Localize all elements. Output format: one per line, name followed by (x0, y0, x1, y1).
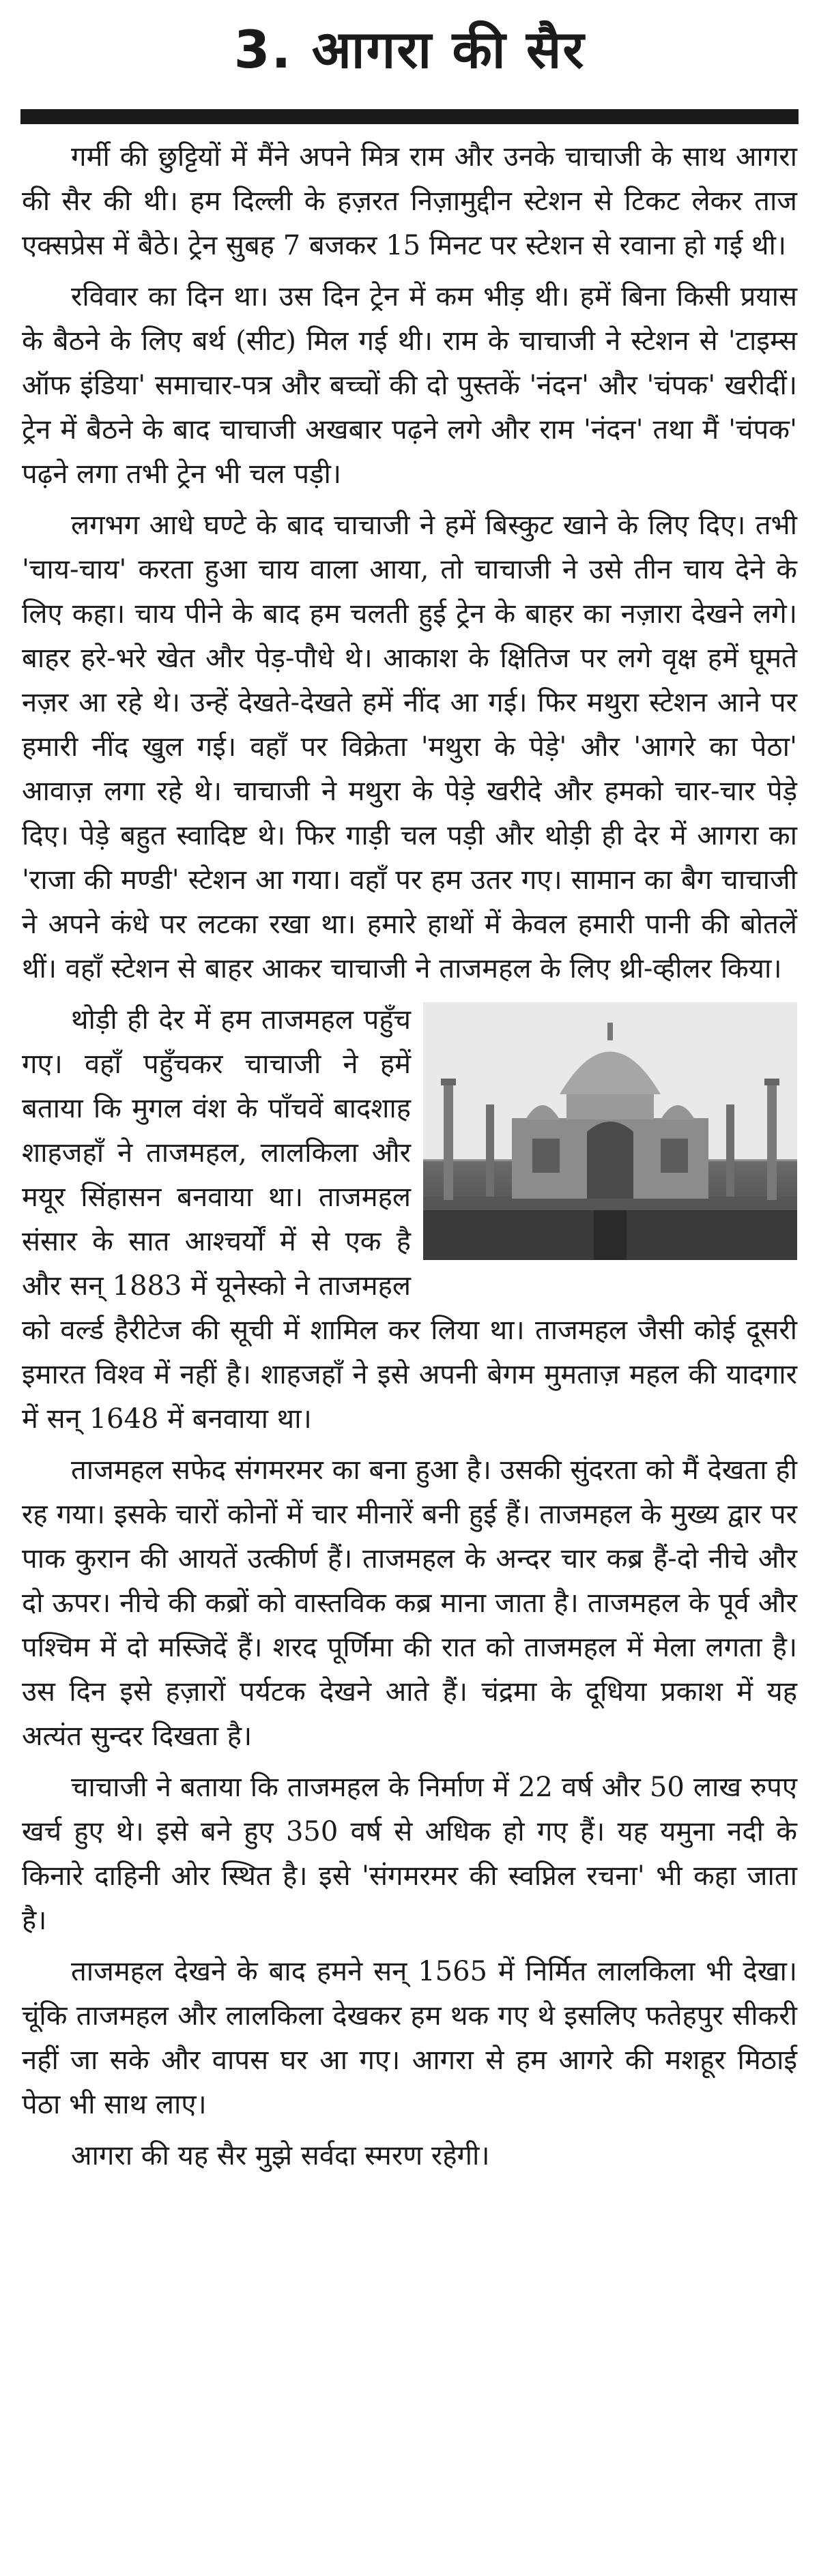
title-rule (20, 109, 799, 124)
taj-mahal-illustration (423, 1002, 797, 1260)
paragraph-5: ताजमहल सफेद संगमरमर का बना हुआ है। उसकी सुंदरता को मैं देखता ही रह गया। इसके चारों कोनों में चार मीनारें बनी हुई हैं। ताजमहल के मुख्य द्वार पर पाक कुरान की आयतें उत्कीर्ण हैं। ताजमहल के अन्दर चार कब्र हैं-दो नीचे और दो ऊपर। नीचे की कब्रों को वास्तविक कब्र माना जाता है। ताजमहल के पूर्व और पश्चिम में दो मस्जिदें हैं। शरद पूर्णिमा की रात को ताजमहल में मेला लगता है। उस दिन इसे हज़ारों पर्यटक देखने आते हैं। चंद्रमा के दूधिया प्रकाश में यह अत्यंत सुन्दर दिखता है। (22, 1454, 797, 1752)
paragraph-6: चाचाजी ने बताया कि ताजमहल के निर्माण में 22 वर्ष और 50 लाख रुपए खर्च हुए थे। इसे बने हुए 350 वर्ष से अधिक हो गए हैं। यह यमुना नदी के किनारे दाहिनी ओर स्थित है। इसे 'संगमरमर की स्वप्निल रचना' भी कहा जाता है। (22, 1772, 797, 1936)
paragraph-3: लगभग आधे घण्टे के बाद चाचाजी ने हमें बिस्कुट खाने के लिए दिए। तभी 'चाय-चाय' करता हुआ चाय वाला आया, तो चाचाजी ने उसे तीन चाय देने के लिए कहा। चाय पीने के बाद हम चलती हुई ट्रेन के बाहर का नज़ारा देखने लगे। बाहर हरे-भरे खेत और पेड़-पौधे थे। आकाश के क्षितिज पर लगे वृक्ष हमें घूमते नज़र आ रहे थे। उन्हें देखते-देखते हमें नींद आ गई। फिर मथुरा स्टेशन आने पर हमारी नींद खुल गई। वहाँ पर विक्रेता 'मथुरा के पेड़े' और 'आगरे का पेठा' आवाज़ लगा रहे थे। चाचाजी ने मथुरा के पेड़े खरीदे और हमको चार-चार पेड़े दिए। पेड़े बहुत स्वादिष्ट थे। फिर गाड़ी चल पड़ी और थोड़ी ही देर में आगरा का 'राजा की मण्डी' स्टेशन आ गया। वहाँ पर हम उतर गए। सामान का बैग चाचाजी ने अपने कंधे पर लटका रखा था। हमारे हाथों में केवल हमारी पानी की बोतलें थीं। वहाँ स्टेशन से बाहर आकर चाचाजी ने ताजमहल के लिए थ्री-व्हीलर किया। (22, 510, 797, 984)
paragraph-4: थोड़ी ही देर में हम ताजमहल पहुँच गए। वहाँ पहुँचकर चाचाजी ने हमें बताया कि मुगल वंश के पाँचवें बादशाह शाहजहाँ ने ताजमहल, लालकिला और मयूर सिंहासन बनवाया था। ताजमहल संसार के सात आश्चर्यों में से एक है और सन् 1883 में यूनेस्को ने ताजमहल को वर्ल्ड हैरीटेज की सूची में शामिल कर लिया था। ताजमहल जैसी कोई दूसरी इमारत विश्व में नहीं है। शाहजहाँ ने इसे अपनी बेगम मुमताज़ महल की यादगार में सन् 1648 में बनवाया था। (22, 1004, 797, 1435)
paragraph-1: गर्मी की छुट्टियों में मैंने अपने मित्र राम और उनके चाचाजी के साथ आगरा की सैर की थी। हम दिल्ली के हज़रत निज़ामुद्दीन स्टेशन से टिकट लेकर ताज एक्सप्रेस में बैठे। ट्रेन सुबह 7 बजकर 15 मिनट पर स्टेशन से रवाना हो गई थी। (22, 141, 797, 261)
paragraph-2: रविवार का दिन था। उस दिन ट्रेन में कम भीड़ थी। हमें बिना किसी प्रयास के बैठने के लिए बर्थ (सीट) मिल गई थी। राम के चाचाजी ने स्टेशन से 'टाइम्स ऑफ इंडिया' समाचार-पत्र और बच्चों की दो पुस्तकें 'नंदन' और 'चंपक' खरीदीं। ट्रेन में बैठने के बाद चाचाजी अखबार पढ़ने लगे और राम 'नंदन' तथा मैं 'चंपक' पढ़ने लगा तभी ट्रेन भी चल पड़ी। (22, 281, 797, 490)
page-title: 3. आगरा की सैर (233, 19, 586, 80)
taj-mahal-photo (423, 1002, 797, 1260)
article-body (22, 135, 797, 2185)
paragraph-8: आगरा की यह सैर मुझे सर्वदा स्मरण रहेगी। (71, 2140, 490, 2171)
paragraph-7: ताजमहल देखने के बाद हमने सन् 1565 में निर्मित लालकिला भी देखा। चूंकि ताजमहल और लालकिला देखकर हम थक गए थे इसलिए फतेहपुर सीकरी नहीं जा सके और वापस घर आ गए। आगरा से हम आगरे की मशहूर मिठाई पेठा भी साथ लाए। (22, 1956, 797, 2120)
